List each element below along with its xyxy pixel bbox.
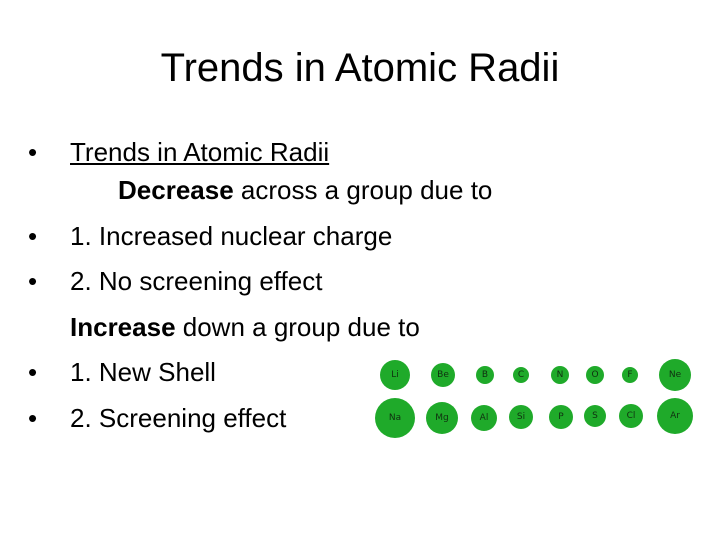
atom-s: S (584, 405, 606, 427)
slide-title: Trends in Atomic Radii (160, 46, 560, 90)
increase-keyword: Increase (70, 312, 176, 342)
atom-ne: Ne (659, 359, 691, 391)
bullet-trends-heading: Trends in Atomic Radii (70, 137, 330, 167)
increase-text: down a group due to (175, 312, 420, 342)
bullet-screening-effect: 2. Screening effect (70, 403, 287, 433)
bullet-marker: • (28, 403, 38, 433)
decrease-line (118, 174, 492, 206)
bullet-new-shell: 1. New Shell (70, 357, 216, 387)
atom-b: B (476, 366, 494, 384)
atom-na: Na (375, 398, 415, 438)
decrease-keyword: Decrease (118, 175, 234, 205)
bullet-marker: • (28, 266, 38, 296)
atom-o: O (586, 366, 604, 384)
atom-li: Li (380, 360, 410, 390)
atom-si: Si (509, 405, 533, 429)
increase-line (70, 311, 420, 343)
decrease-text: across a group due to (233, 175, 493, 205)
atom-al: Al (471, 405, 497, 431)
bullet-marker: • (28, 221, 38, 251)
atom-be: Be (431, 363, 455, 387)
bullet-no-screening: 2. No screening effect (70, 266, 323, 296)
bullet-marker: • (28, 357, 38, 387)
bullet-nuclear-charge: 1. Increased nuclear charge (70, 221, 393, 251)
atom-mg: Mg (426, 402, 458, 434)
bullet-marker: • (28, 137, 38, 167)
atom-c: C (513, 367, 529, 383)
atom-p: P (549, 405, 573, 429)
atom-cl: Cl (619, 404, 643, 428)
atom-ar: Ar (657, 398, 693, 434)
atom-f: F (622, 367, 638, 383)
atom-n: N (551, 366, 569, 384)
